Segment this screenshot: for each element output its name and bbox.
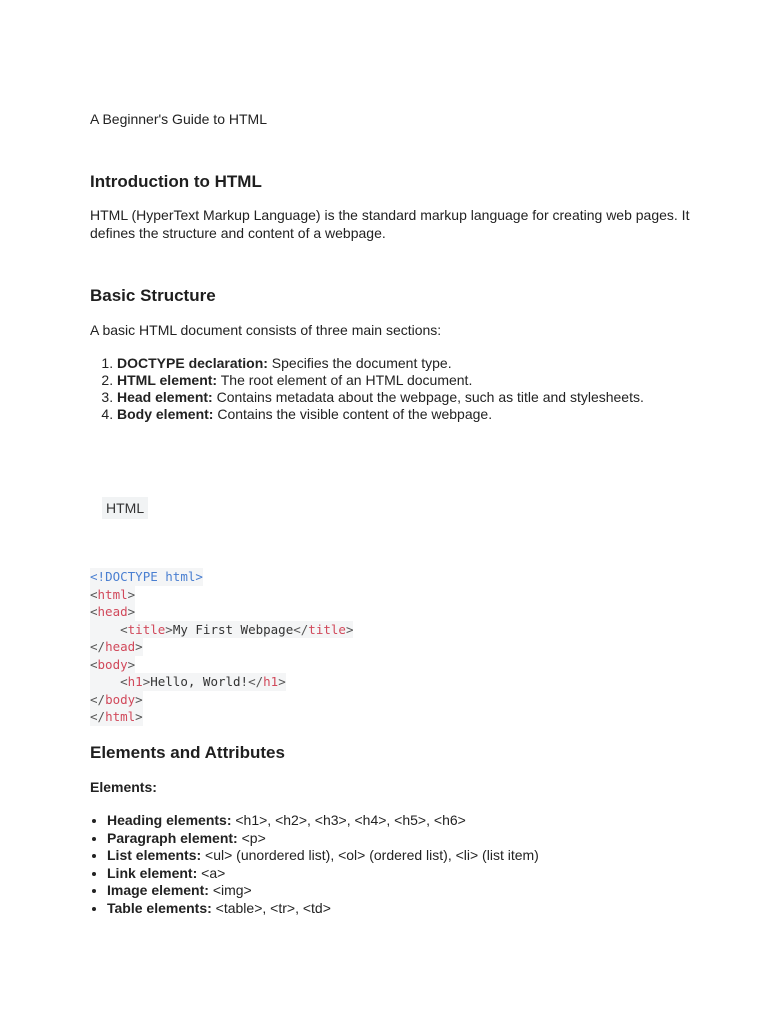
code-line-content [90,621,353,639]
elements-list [90,812,707,917]
elements-subheading: Elements: [90,779,157,795]
list-item [117,355,717,372]
list-item-label: List elements: [107,847,202,863]
list-item [107,847,707,865]
code-close-bracket: > [142,674,151,689]
list-item-label: Table elements: [107,899,212,916]
list-item-text: <a> [197,864,226,881]
code-line-content [90,656,135,674]
list-item-text: <h1>, <h2>, <h3>, <h4>, <h5>, <h6> [231,812,466,828]
code-tag-name: title [127,621,166,637]
intro-heading: Introduction to HTML [90,172,262,191]
code-indent [90,674,120,689]
list-item [117,406,717,423]
code-tag-name: h1 [127,674,143,689]
code-tag-name: html [97,586,128,602]
code-text: Hello, World! [150,674,249,689]
code-line [90,691,353,709]
code-close-bracket: > [195,569,203,584]
code-open-bracket: </ [90,709,106,724]
code-close-bracket: > [135,709,143,724]
code-indent [90,622,120,637]
list-item-label: Image element: [107,882,209,898]
list-item-text: The root element of an HTML document. [217,372,473,388]
list-item-text: <img> [208,882,252,898]
elements-attributes-heading: Elements and Attributes [90,743,285,762]
basic-structure-paragraph: A basic HTML document consists of three main sections: [90,322,442,338]
list-item [117,372,717,389]
code-open-bracket: < [90,656,98,672]
code-line-content [90,603,135,621]
basic-structure-heading: Basic Structure [90,286,216,305]
list-item-text: <table>, <tr>, <td> [211,899,331,916]
code-language-label: HTML [102,497,148,519]
code-end-tag-name: title [308,621,346,637]
code-block [90,568,353,726]
code-line [90,568,353,586]
list-item [107,812,707,830]
code-tag-name: body [97,656,128,672]
code-text: My First Webpage [172,621,294,637]
list-item [117,389,717,406]
code-end-close-bracket: > [278,674,286,689]
code-open-bracket: < [90,604,98,619]
code-line-content [90,708,143,726]
intro-paragraph: HTML (HyperText Markup Language) is the standard markup language for creating web pages. It defines the structure and content of a webpage. [90,207,690,241]
code-tag-name: head [97,604,128,619]
list-item-label: DOCTYPE declaration: [117,355,268,371]
code-line-content [90,673,286,691]
code-tag-name: head [105,639,136,654]
code-line [90,708,353,726]
code-line-content [90,691,143,709]
code-line-content [90,568,203,586]
document-title: A Beginner's Guide to HTML [90,111,267,127]
structure-list [90,355,717,423]
list-item [107,882,707,900]
list-item [107,830,707,848]
code-tag-name: html [105,709,136,724]
code-end-open-bracket: </ [248,674,264,689]
code-end-open-bracket: </ [293,621,309,637]
code-line [90,673,353,691]
code-open-bracket: </ [90,691,106,707]
code-open-bracket: < [90,586,98,602]
code-tag-name: body [105,691,136,707]
list-item-label: Link element: [107,864,198,881]
code-line-content [90,586,135,604]
code-open-bracket: </ [90,639,106,654]
code-open-bracket: < [120,621,128,637]
code-line [90,603,353,621]
list-item-label: Heading elements: [107,812,232,828]
list-item-text: <ul> (unordered list), <ol> (ordered list), <li> (list item) [201,847,539,863]
code-close-bracket: > [165,621,173,637]
list-item [107,900,707,918]
code-line [90,638,353,656]
code-close-bracket: > [127,656,136,672]
list-item-label: Head element: [117,389,213,405]
list-item-label: Body element: [117,406,214,422]
list-item-text: Contains metadata about the webpage, such as title and stylesheets. [212,389,644,405]
code-end-tag-name: h1 [263,674,279,689]
code-open-bracket: <! [90,569,106,584]
list-item-text: Specifies the document type. [267,355,452,371]
list-item-label: HTML element: [117,372,218,388]
code-line-content [90,638,143,656]
list-item-text: Contains the visible content of the webpage. [213,406,493,422]
code-close-bracket: > [135,639,143,654]
code-line [90,621,353,639]
list-item-text: <p> [237,829,266,846]
code-line [90,586,353,604]
code-line [90,656,353,674]
code-end-close-bracket: > [345,621,354,637]
list-item-label: Paragraph element: [107,829,238,846]
code-open-bracket: < [120,674,128,689]
code-close-bracket: > [127,604,136,619]
code-close-bracket: > [127,586,136,602]
list-item [107,865,707,883]
code-close-bracket: > [135,691,143,707]
code-tag-name: DOCTYPE html [105,569,196,584]
